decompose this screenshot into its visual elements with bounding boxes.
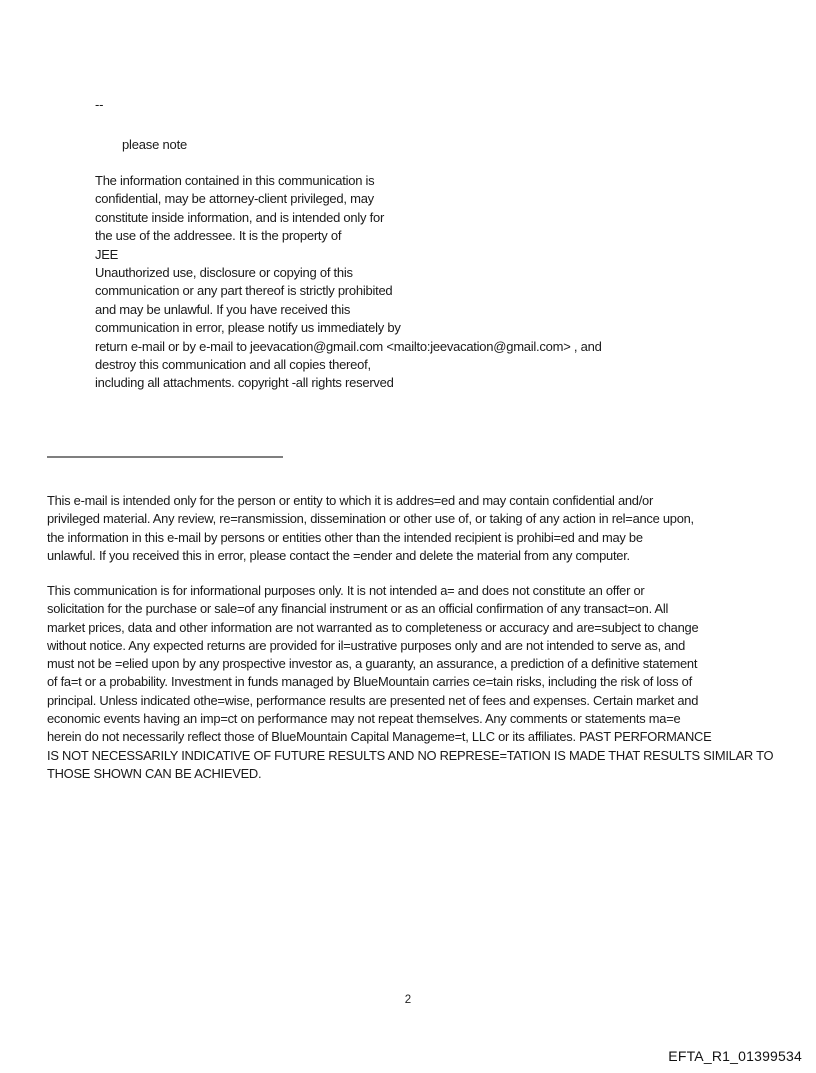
text-line: IS NOT NECESSARILY INDICATIVE OF FUTURE RESULTS AND NO REPRESE=TATION IS MADE THAT RESULTS SIMILAR TO [47,747,774,763]
disclaimer-paragraph-confidentiality [47,492,694,565]
bates-number: EFTA_R1_01399534 [668,1048,802,1064]
text-line: THOSE SHOWN CAN BE ACHIEVED. [47,765,262,781]
text-line: of fa=t or a probability. Investment in funds managed by BlueMountain carries ce=tain risks, including the risk of loss of [47,674,692,690]
text-line: and may be unlawful. If you have received this [95,301,351,317]
text-line: Unauthorized use, disclosure or copying of this [95,265,353,281]
text-line: return e-mail or by e-mail to jeevacation@gmail.com <mailto:jeevacation@gmail.com> , and [95,338,602,354]
text-line: solicitation for the purchase or sale=of any financial instrument or as an official confirmation of any transact=on. All [47,601,669,617]
text-line: economic events having an imp=ct on performance may not repeat themselves. Any comments or statements ma=e [47,711,681,727]
text-line: herein do not necessarily reflect those of BlueMountain Capital Manageme=t, LLC or its affiliates. PAST PERFORMANCE [47,729,712,745]
text-line: market prices, data and other information are not warranted as to completeness or accuracy and are=subject to change [47,619,699,635]
text-line: the information in this e-mail by persons or entities other than the intended recipient is prohibi=ed and may be [47,529,643,545]
signature-confidentiality-notice [95,172,602,393]
text-line: The information contained in this communication is [95,173,375,188]
text-line: including all attachments. copyright -all rights reserved [95,375,394,391]
text-line: must not be =elied upon by any prospective investor as, a guaranty, an assurance, a prediction of a definitive statement [47,656,698,672]
text-line: constitute inside information, and is intended only for [95,209,385,225]
text-line: This e-mail is intended only for the person or entity to which it is addres=ed and may contain confidential and/or [47,493,653,508]
text-line: principal. Unless indicated othe=wise, performance results are presented net of fees and expenses. Certain market and [47,692,699,708]
signature-separator: -- [95,97,104,112]
text-line: destroy this communication and all copies thereof, [95,357,371,373]
text-line: the use of the addressee. It is the property of [95,228,342,244]
text-line: This communication is for informational purposes only. It is not intended a= and does not constitute an offer or [47,583,645,598]
text-line: confidential, may be attorney-client privileged, may [95,191,374,207]
page-number: 2 [404,994,412,1006]
text-line: communication or any part thereof is strictly prohibited [95,283,393,299]
text-line: unlawful. If you received this in error, please contact the =ender and delete the material from any computer. [47,547,630,563]
text-line: communication in error, please notify us immediately by [95,320,401,336]
text-line: privileged material. Any review, re=ransmission, dissemination or other use of, or taking of any action in rel=ance upon, [47,511,694,527]
disclaimer-paragraph-informational [47,582,773,783]
horizontal-divider [47,456,283,458]
signature-note-heading: please note [122,137,188,152]
text-line: without notice. Any expected returns are provided for il=ustrative purposes only and are not intended to serve as, and [47,637,685,653]
text-line: JEE [95,246,119,262]
